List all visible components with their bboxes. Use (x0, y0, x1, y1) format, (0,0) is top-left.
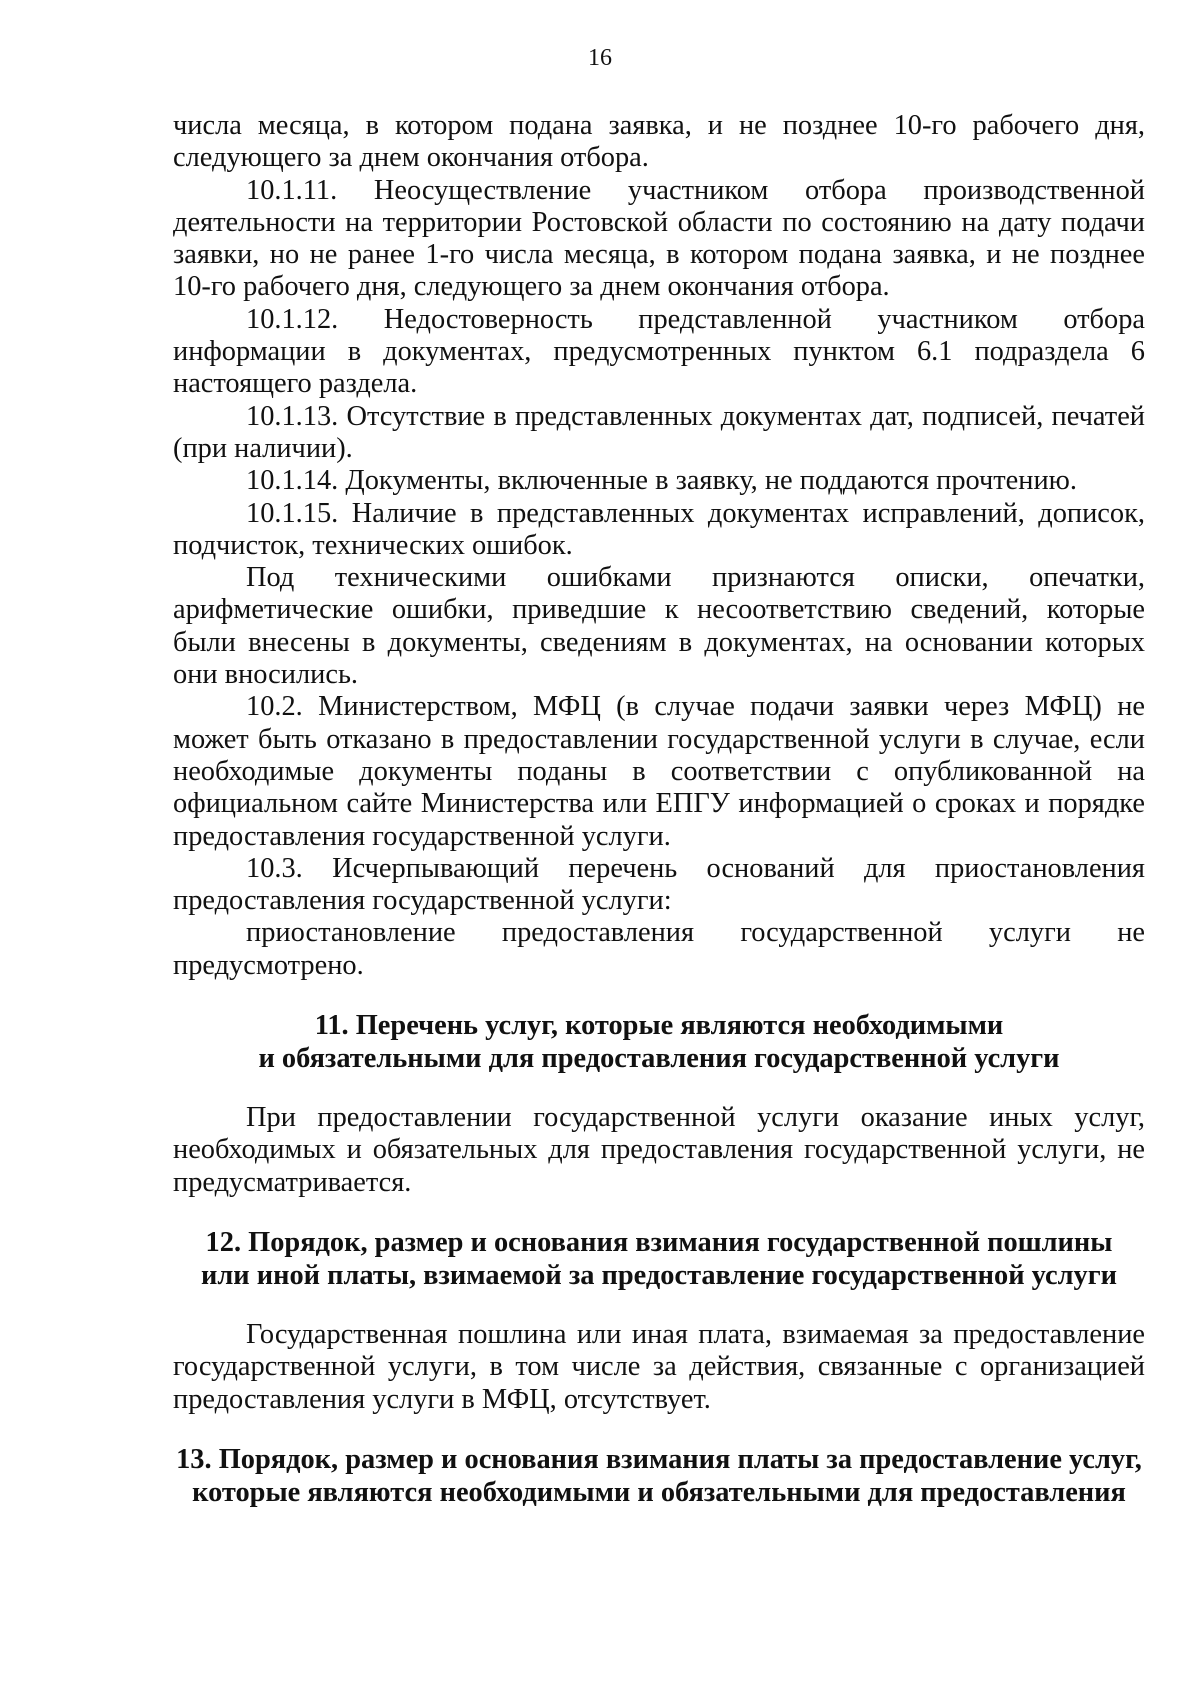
paragraph: приостановление предоставления государственной услуги не предусмотрено. (173, 917, 1145, 981)
section-11-heading-line-2: и обязательными для предоставления государственной услуги (258, 1043, 1060, 1075)
paragraph: 10.3. Исчерпывающий перечень оснований для приостановления предоставления государственной услуги: (173, 852, 1145, 917)
section-13-heading-line-2: которые являются необходимыми и обязательными для предоставления (192, 1476, 1126, 1508)
document-body (173, 110, 1145, 1509)
section-11-heading-line-1: 11. Перечень услуг, которые являются необходимыми (314, 1010, 1004, 1042)
section-11-heading (173, 1009, 1145, 1075)
section-13-heading-line-1: 13. Порядок, размер и основания взимания платы за предоставление услуг, (176, 1443, 1142, 1475)
paragraph-list (173, 110, 1145, 982)
paragraph: 10.1.13. Отсутствие в представленных документах дат, подписей, печатей (при наличии). (173, 400, 1145, 464)
paragraph: 10.1.12. Недостоверность представленной участником отбора информации в документах, предусмотренных пунктом 6.1 подраздела 6 настоящего раздела. (173, 303, 1145, 400)
page-number: 16 (588, 45, 612, 71)
paragraph: 10.1.11. Неосуществление участником отбора производственной деятельности на территории Ростовской области по состоянию на дату подачи заявки, но не ранее 1-го числа месяца, в котором подана заявка, и не позднее 10-го рабочего дня, следующего за днем окончания отбора. (173, 174, 1145, 303)
paragraph: 10.1.14. Документы, включенные в заявку, не поддаются прочтению. (246, 465, 1077, 497)
section-11-text: При предоставлении государственной услуги оказание иных услуг, необходимых и обязательных для предоставления государственной услуги, не предусматривается. (173, 1102, 1145, 1198)
paragraph: числа месяца, в котором подана заявка, и не позднее 10-го рабочего дня, следующего за днем окончания отбора. (173, 110, 1145, 174)
section-12-text: Государственная пошлина или иная плата, взимаемая за предоставление государственной услуги, в том числе за действия, связанные с организацией предоставления услуги в МФЦ, отсутствует. (173, 1318, 1145, 1415)
section-12-heading-line-1: 12. Порядок, размер и основания взимания государственной пошлины (205, 1226, 1113, 1258)
section-12-heading (173, 1226, 1145, 1292)
paragraph: Под техническими ошибками признаются описки, опечатки, арифметические ошибки, приведшие к несоответствию сведений, которые были внесены в документы, сведениям в документах, на основании которых они вносились. (173, 562, 1145, 691)
paragraph: 10.1.15. Наличие в представленных документах исправлений, дописок, подчисток, технических ошибок. (173, 497, 1145, 561)
section-13-heading (173, 1443, 1145, 1509)
section-12-heading-line-2: или иной платы, взимаемой за предоставление государственной услуги (201, 1259, 1117, 1291)
paragraph: 10.2. Министерством, МФЦ (в случае подачи заявки через МФЦ) не может быть отказано в предоставлении государственной услуги в случае, если необходимые документы поданы в соответствии с опубликованной на официальном сайте Министерства или ЕПГУ информацией о сроках и порядке предоставления государственной услуги. (173, 691, 1145, 852)
